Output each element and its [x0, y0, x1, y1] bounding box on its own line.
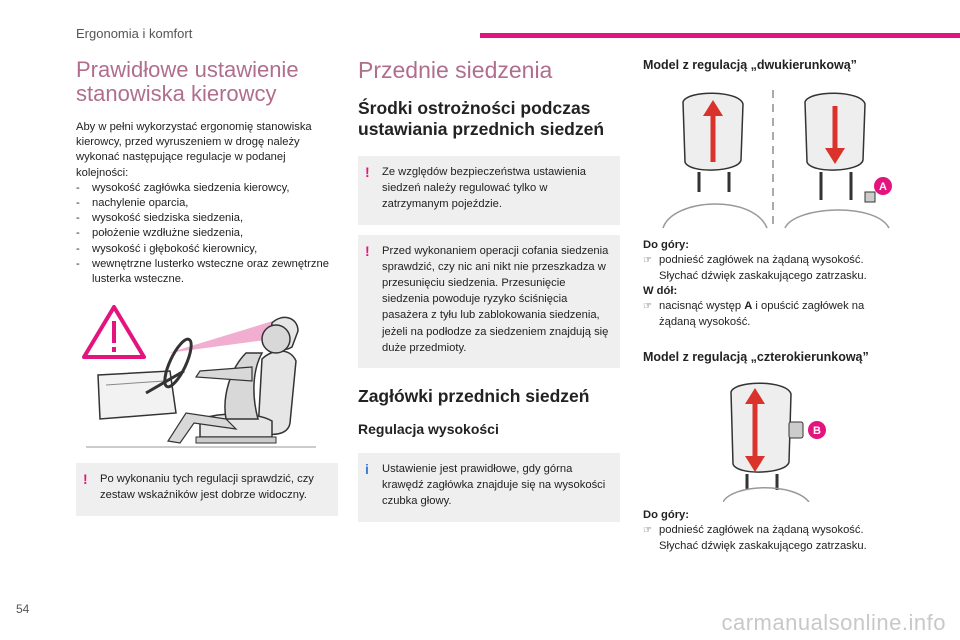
column-headrest-models	[643, 58, 903, 554]
up-text-sound: Słychać dźwięk zaskakującego zatrzasku.	[659, 269, 867, 282]
callout-a-label: A	[879, 181, 887, 193]
up-text: podnieść zagłówek na żądaną wysokość.	[659, 524, 864, 536]
watermark: carmanualsonline.info	[721, 610, 946, 635]
height-adjustment-title: Regulacja wysokości	[358, 421, 499, 438]
bullet-icon: ☞	[643, 255, 652, 266]
four-way-headrest-illustration	[643, 378, 903, 502]
down-text: nacisnąć występ	[659, 300, 745, 312]
visibility-warning-note	[76, 463, 338, 515]
driver-position-intro: Aby w pełni wykorzystać ergonomię stanowiska kierowcy, przed wyruszeniem w drogę należy wykonać następujące regulacje w podanej kolejności:	[76, 121, 312, 179]
section-header: Ergonomia i komfort	[76, 26, 193, 41]
adjustment-list	[76, 181, 338, 287]
up-label: Do góry:	[643, 239, 689, 251]
precaution-note-stationary	[358, 156, 620, 225]
precaution-text: Przed wykonaniem operacji cofania siedzenia sprawdzić, czy nic ani nikt nie przeszkadza w przesunięciu siedzenia. Przesunięcie siedzenia powoduje ryzyko ściśnięcia pasażera z tyłu lub zablokowania siedzenia, jeżeli na podłodze za siedzeniem znajdują się duże przedmioty.	[382, 244, 609, 354]
precaution-note-rearward	[358, 235, 620, 368]
header-accent-bar	[480, 33, 960, 38]
model-four-way-title: Model z regulacją „czterokierunkową”	[643, 350, 869, 364]
info-text: Ustawienie jest prawidłowe, gdy górna krawędź zagłówka znajduje się na wysokości czubka głowy.	[382, 463, 606, 508]
precautions-title: Środki ostrożności podczas ustawiania przednich siedzeń	[358, 98, 605, 139]
column-driver-position	[76, 58, 338, 516]
column-front-seats	[358, 58, 620, 522]
up-text-sound: Słychać dźwięk zaskakującego zatrzasku.	[659, 539, 867, 552]
page-number: 54	[16, 602, 30, 616]
warning-icon: !	[365, 242, 370, 259]
callout-b-label: B	[813, 425, 821, 437]
warning-text: Po wykonaniu tych regulacji sprawdzić, czy zestaw wskaźników jest dobrze widoczny.	[100, 473, 314, 502]
driver-position-title: Prawidłowe ustawienie stanowiska kierowcy	[76, 57, 299, 106]
list-item: - wewnętrzne lusterko wsteczne oraz zewnętrzne lusterka wsteczne.	[76, 257, 338, 287]
up-text: podnieść zagłówek na żądaną wysokość.	[659, 254, 864, 266]
list-item: - położenie wzdłużne siedzenia,	[76, 226, 338, 241]
list-item: - wysokość zagłówka siedzenia kierowcy,	[76, 181, 338, 196]
down-text-rest: i opuścić zagłówek na żądaną wysokość.	[659, 300, 865, 328]
info-icon: i	[365, 461, 369, 478]
front-seats-title: Przednie siedzenia	[358, 57, 553, 83]
up-label-four-way: Do góry:	[643, 509, 689, 521]
list-item: - wysokość i głębokość kierownicy,	[76, 242, 338, 257]
bullet-icon: ☞	[643, 525, 652, 536]
warning-icon: !	[365, 164, 370, 180]
list-item: - nachylenie oparcia,	[76, 196, 338, 211]
up-instruction	[643, 253, 903, 284]
driver-seating-illustration	[76, 301, 338, 451]
list-item: - wysokość siedziska siedzenia,	[76, 211, 338, 226]
warning-icon: !	[83, 471, 88, 488]
two-way-headrest-illustration	[643, 80, 903, 230]
headrest-info-note	[358, 453, 620, 522]
precaution-text: Ze względów bezpieczeństwa ustawienia siedzeń należy regulować tylko w zatrzymanym pojeździe.	[382, 166, 586, 211]
up-instruction-four-way	[643, 523, 903, 554]
bullet-icon: ☞	[643, 301, 652, 312]
down-instruction	[643, 299, 903, 330]
headrests-title: Zagłówki przednich siedzeń	[358, 386, 590, 407]
model-two-way-title: Model z regulacją „dwukierunkową”	[643, 58, 857, 72]
down-text-ref: A	[744, 300, 753, 312]
down-label: W dół:	[643, 285, 678, 297]
